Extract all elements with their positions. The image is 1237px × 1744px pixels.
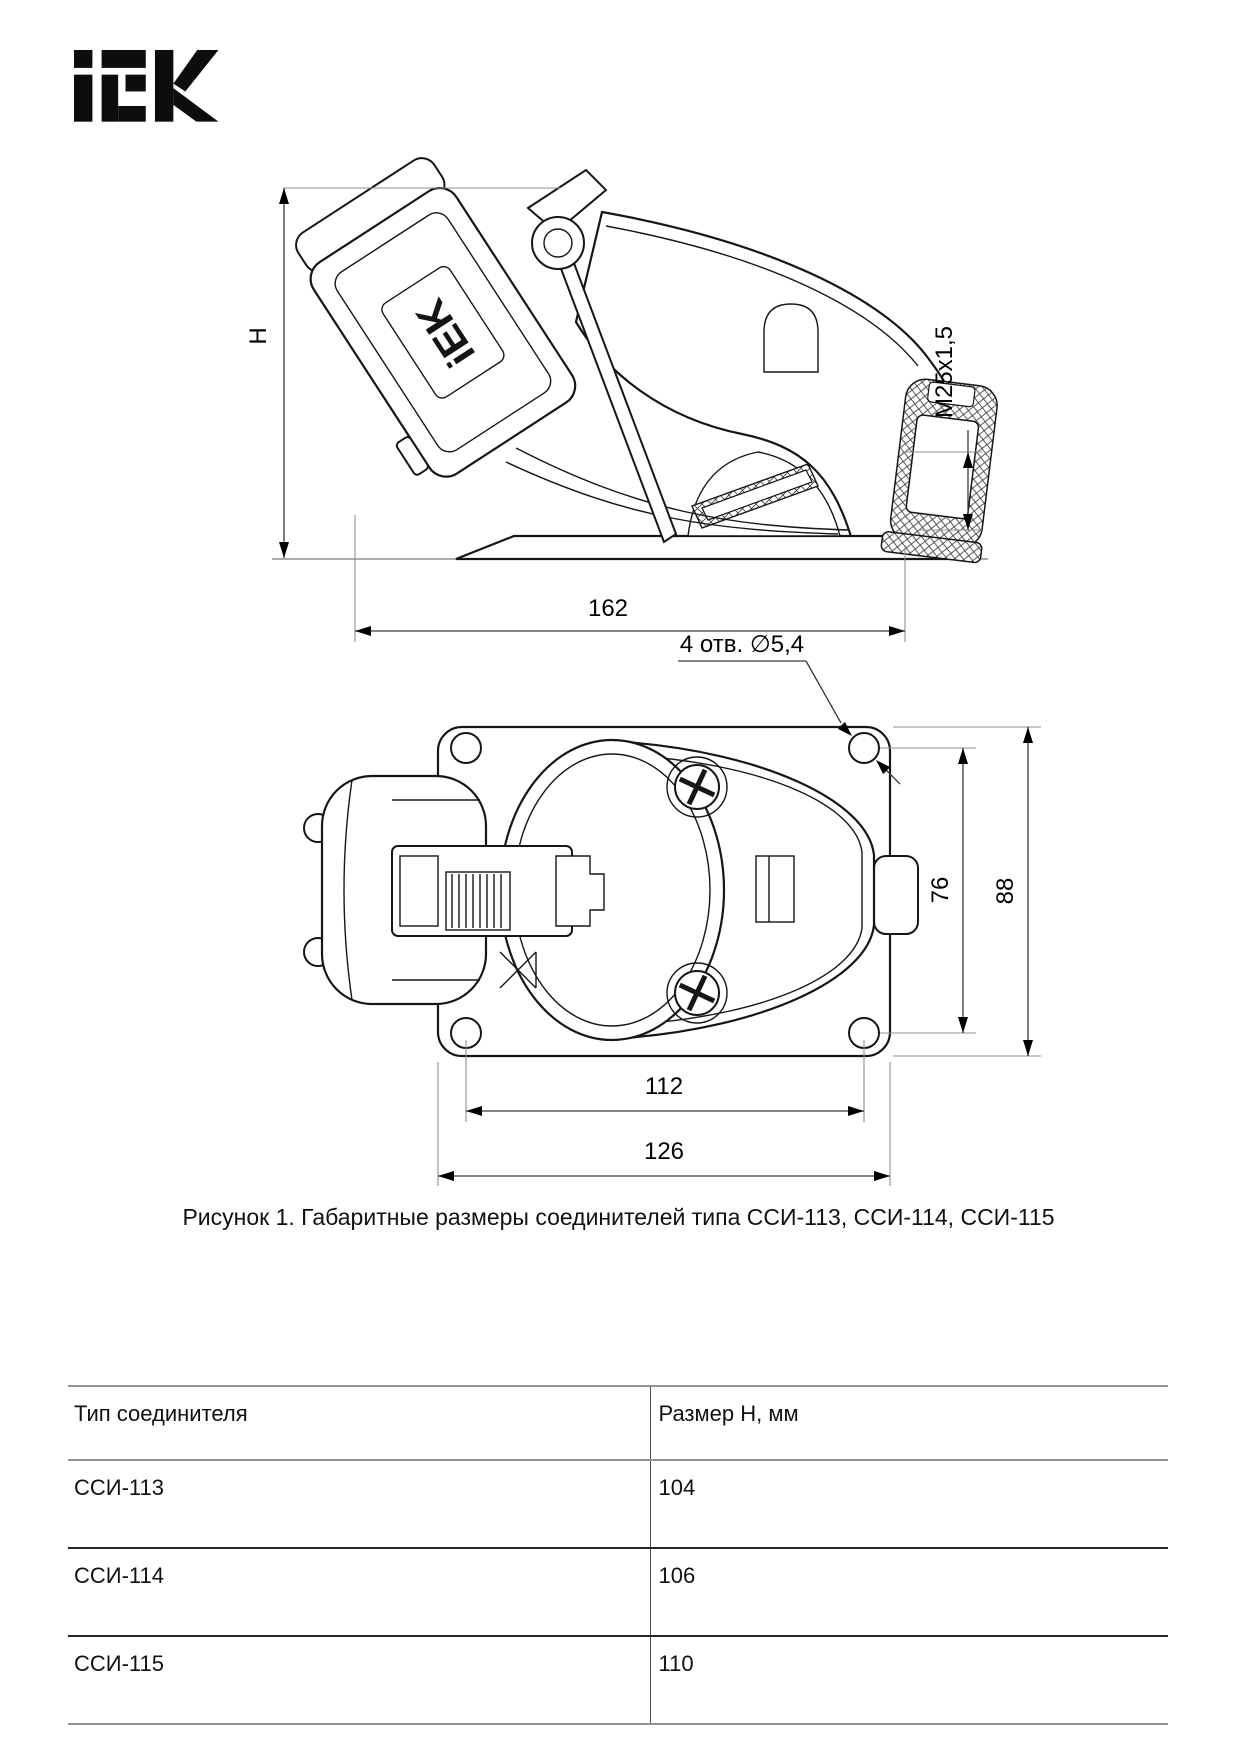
- iek-logo: [74, 50, 218, 122]
- dim-thread: M25x1,5: [931, 325, 958, 419]
- figure-caption: Рисунок 1. Габаритные размеры соединителей типа ССИ-113, ССИ-114, ССИ-115: [182, 1204, 1055, 1230]
- gland-end-cap: [874, 856, 918, 934]
- side-view: [271, 152, 1001, 563]
- screw-bottom: [667, 963, 727, 1023]
- cell-type: ССИ-115: [68, 1636, 650, 1724]
- cone-window: [756, 856, 794, 922]
- face-logo-text: iEK: [406, 291, 485, 376]
- col-header-type: Тип соединителя: [68, 1386, 650, 1460]
- mounting-hole: [451, 733, 481, 763]
- hinge-pivot: [532, 217, 584, 269]
- dim-112: 112: [644, 1073, 684, 1100]
- table-row: [68, 1636, 1168, 1724]
- body-window: [764, 304, 818, 372]
- dim-126: 126: [643, 1138, 685, 1165]
- dim-76: 76: [927, 876, 954, 904]
- cell-type: ССИ-114: [68, 1548, 650, 1636]
- cell-type: ССИ-113: [68, 1460, 650, 1548]
- dim-88: 88: [992, 877, 1019, 905]
- table-row: [68, 1460, 1168, 1548]
- col-header-size: Размер H, мм: [650, 1386, 1168, 1460]
- mounting-hole: [849, 733, 879, 763]
- cell-size: 110: [650, 1636, 1168, 1724]
- spec-table: [68, 1385, 1168, 1725]
- dim-162: 162: [587, 595, 629, 622]
- dim-holes-note: 4 отв. ∅5,4: [679, 631, 805, 658]
- cell-size: 106: [650, 1548, 1168, 1636]
- top-view: [304, 727, 918, 1056]
- table-header-row: [68, 1386, 1168, 1460]
- table-row: [68, 1548, 1168, 1636]
- cell-size: 104: [650, 1460, 1168, 1548]
- screw-top: [667, 757, 727, 817]
- dim-H: H: [245, 327, 272, 345]
